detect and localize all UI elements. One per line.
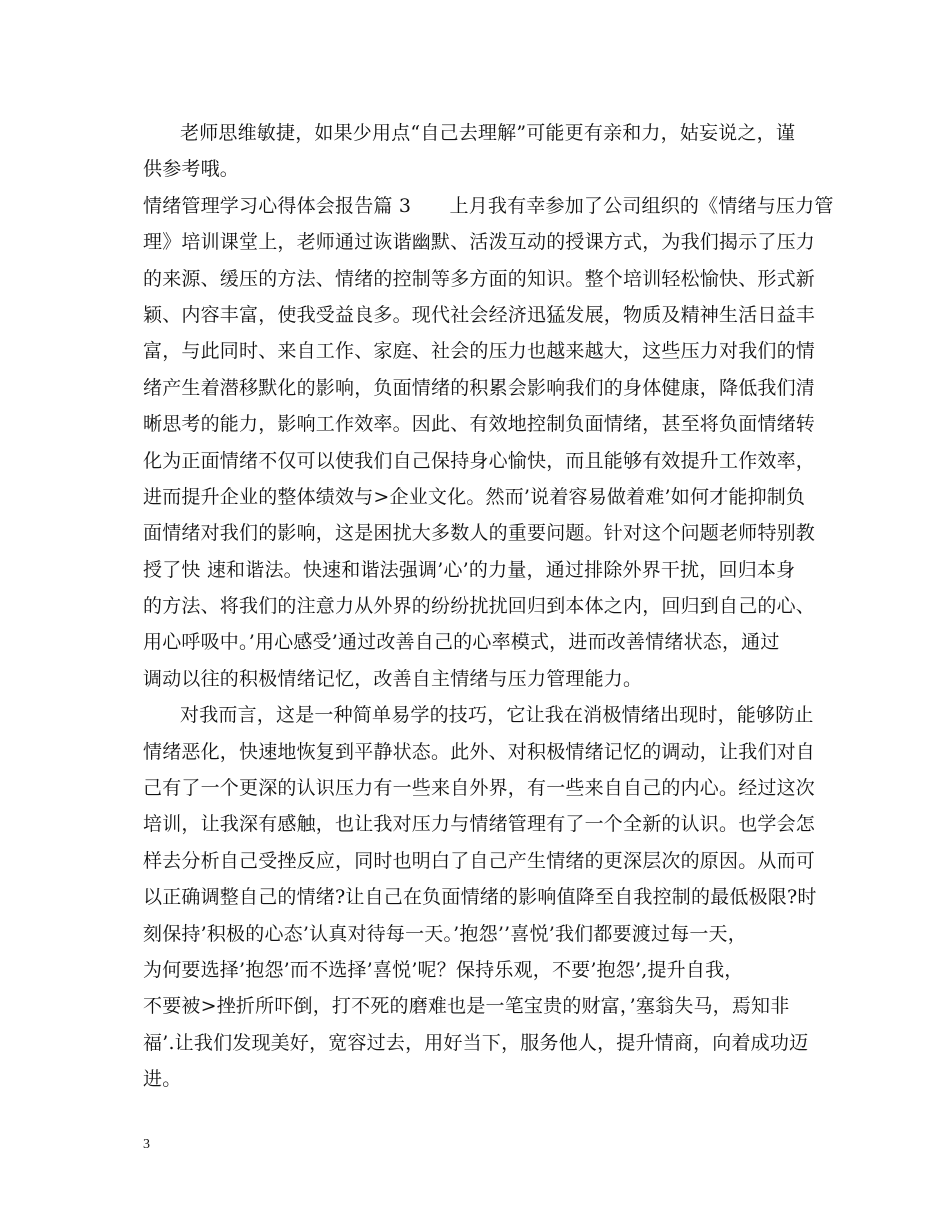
section-heading-line: 情绪管理学习心得体会报告篇 3 上月我有幸参加了公司组织的《情绪与压力管 [143, 194, 834, 217]
text-line: 颖、内容丰富，使我受益良多。现代社会经济迅猛发展，物质及精神生活日益丰 [143, 303, 816, 326]
text-line: 己有了一个更深的认识压力有一些来自外界，有一些来自自己的内心。经过这次 [143, 777, 816, 800]
text-line: 富，与此同时、来自工作、家庭、社会的压力也越来越大，这些压力对我们的情 [143, 340, 816, 363]
text-line: 对我而言，这是一种简单易学的技巧，它让我在消极情绪出现时，能够防止 [180, 704, 814, 727]
text-line: 刻保持’积极的心态’认真对待每一天。’抱怨’’喜悦’我们都要渡过每一天， [143, 922, 747, 945]
text-line: 进。 [143, 1068, 182, 1091]
text-line: 晰思考的能力，影响工作效率。因此、有效地控制负面情绪，甚至将负面情绪转 [143, 413, 816, 436]
text-line: 的方法、将我们的注意力从外界的纷纷扰扰回归到本体之内，回归到自己的心、 [143, 595, 816, 618]
text-line: 理》培训课堂上，老师通过诙谐幽默、活泼互动的授课方式，为我们揭示了压力 [143, 231, 816, 254]
text-line: 样去分析自己受挫反应，同时也明白了自己产生情绪的更深层次的原因。从而可 [143, 849, 816, 872]
text-line: 进而提升企业的整体绩效与>企业文化。然而’说着容易做着难’如何才能抑制负 [143, 485, 806, 508]
text-line: 情绪恶化，快速地恢复到平静状态。此外、对积极情绪记忆的调动，让我们对自 [143, 740, 816, 763]
text-line: 老师思维敏捷，如果少用点“自己去理解”可能更有亲和力，姑妄说之，谨 [180, 122, 796, 144]
text-line: 的来源、缓压的方法、情绪的控制等多方面的知识。整个培训轻松愉快、形式新 [143, 267, 816, 290]
text-line: 供参考哦。 [143, 158, 240, 181]
text-line: 化为正面情绪不仅可以使我们自己保持身心愉快，而且能够有效提升工作效率， [143, 449, 816, 472]
text-line: 用心呼吸中。’用心感受’通过改善自己的心率模式，进而改善情绪状态，通过 [143, 631, 780, 654]
text-line: 以正确调整自己的情绪?让自己在负面情绪的影响值降至自我控制的最低极限?时 [143, 886, 817, 909]
text-line: 培训，让我深有感触，也让我对压力与情绪管理有了一个全新的认识。也学会怎 [143, 813, 816, 836]
text-line: 调动以往的积极情绪记忆，改善自主情绪与压力管理能力。 [143, 667, 643, 690]
page-number: 3 [143, 1137, 150, 1152]
text-line: 授了快 速和谐法。快速和谐法强调’心’的力量，通过排除外界干扰，回归本身 [143, 558, 796, 581]
text-line: 面情绪对我们的影响，这是困扰大多数人的重要问题。针对这个问题老师特别教 [143, 522, 816, 545]
text-line: 不要被>挫折所吓倒，打不死的磨难也是一笔宝贵的财富，’塞翁失马，焉知非 [143, 995, 790, 1018]
text-line: 为何要选择’抱怨’而不选择’喜悦’呢？保持乐观，不要’抱怨’,提升自我， [143, 958, 744, 981]
text-line: 福’.让我们发现美好，宽容过去，用好当下，服务他人，提升情商，向着成功迈 [143, 1031, 809, 1054]
text-line: 绪产生着潜移默化的影响，负面情绪的积累会影响我们的身体健康，降低我们清 [143, 376, 816, 399]
document-body [143, 115, 834, 1098]
